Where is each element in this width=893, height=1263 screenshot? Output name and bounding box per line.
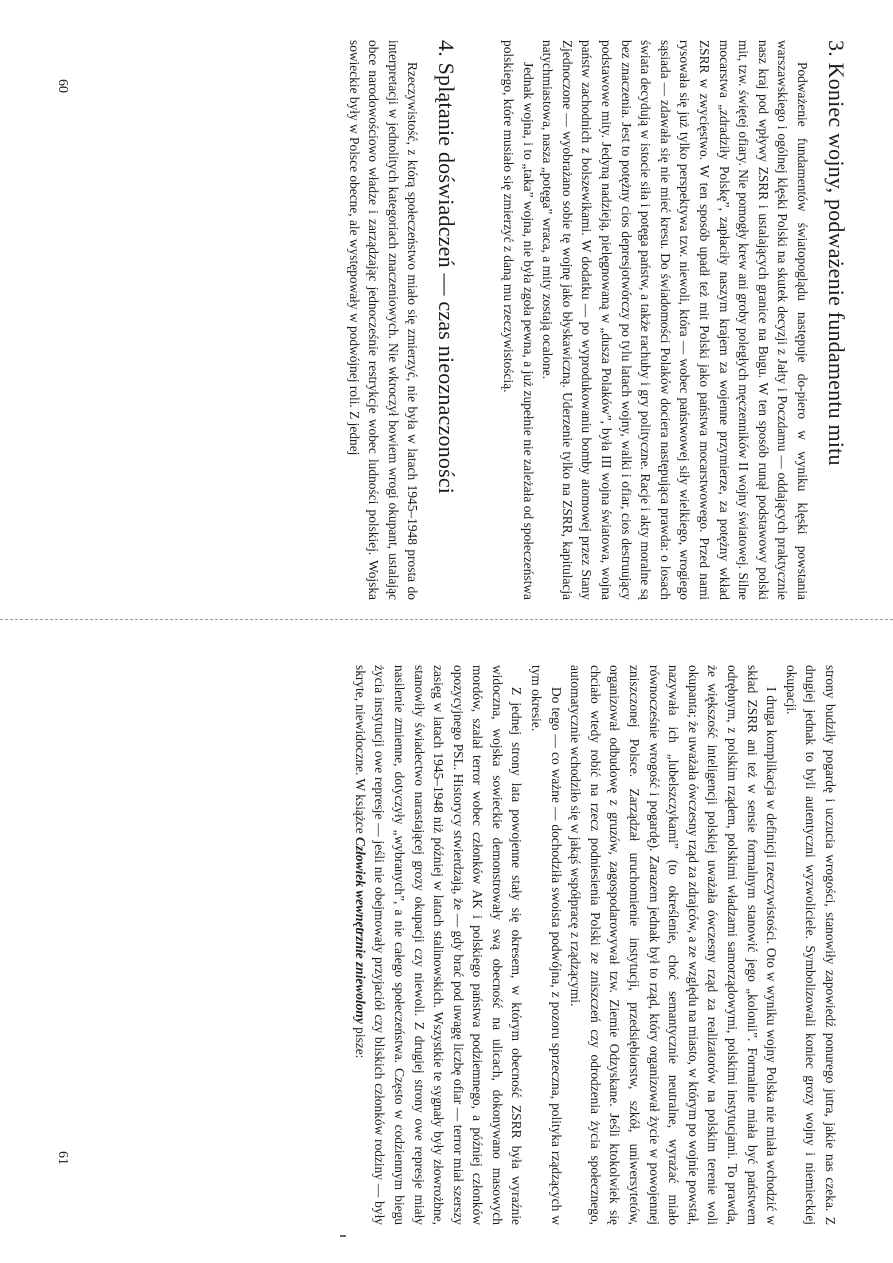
section-3-paragraph-1: Podważenie fundamentów światopoglądu następuje do-piero w wyniku klęski powstania warszawskiego i ogólnej klęski Polski na skutek decyzji z Jałty i Poczdamu — oddających praktycznie nasz kraj pod wpływy ZSRR i ustalających granice na Bugu. W ten sposób runął podstawowy polski mit, tzw. świętej ofiary. Nie pomogły krew ani groby poległych męczenników II wojny światowej. Silne mocarstwa „zdradziły Polskę”, zapłaciły naszym krajem za wojenne przymierze, za potężny wkład ZSRR w zwycięstwo. W ten sposób upadł też mit Polski jako państwa mocarstwowego. Przed nami rysowała się już tylko perspektywa tzw. niewoli, która — wobec państwowej siły wielkiego, wrogiego sąsiada — zdawała się nie mieć kresu. Do świadomości Polaków dociera następująca prawda: o losach świata decydują w istocie siła i potęga państw, a także rachuby i gry polityczne. Racje i akty moralne są bez znaczenia. Jest to potężny cios depresjotwórczy po tylu latach wojny, walki i ofiar, cios destruujący podstawowe mity. Jedyną nadzieją, pielęgnowaną w „dusza Polaków”, była III wojna światowa, wojna państw zachodnich z bolszewikami. W dodatku — po wyprodukowaniu bomby atomowej przez Stany Zjednoczone — wyobrażano sobie tę wojnę jako błyskawiczną. Uderzenie tylko na ZSRR, kapitulacja natychmiastowa, nasza „potęga” wraca, a mity zostają ocalone. [540,40,810,600]
page-number-61: 61 [55,1151,70,1165]
section-3-heading: 3. Koniec wojny, podważenie fundamentu mitu [824,40,849,466]
paragraph-end: pisze: [352,1023,368,1059]
page-number-60: 60 [55,79,70,93]
page-61-paragraph-2: I druga komplikacja w definicji rzeczywistości. Oto w wyniku wojny Polska nie miała wchodzić w skład ZSRR ani też w sensie formalnym stanowić jego „kolonii”. Formalnie miała być państwem odrębnym, z polskim rządem, polskimi władzami samorządowymi, polskimi instytucjami. To prawda, że większość inteligencji polskiej uważała ówczesny rząd za realizatorów na polskim terenie woli okupanta; że uważała ówczesny rząd za zdrajców, a ze względu na miasto, w którym po wojnie powstał, nazywała ich „lubelszczykami” (to określenie, choć semantycznie neutralne, wyrażać miało równocześnie wrogość i pogardę). Zarazem jednak był to rząd, który organizował życie w powojennej zniszczonej Polsce. Zarządzał uruchomienie instytucji, przedsiębiorstw, szkół, uniwersytetów, organizował odbudowę z gruzów, zagospodarowywał tzw. Ziemie Odzyskane. Jeśli ktokolwiek się chciało wtedy robić na rzecz podniesienia Polski ze zniszczeń czy odrodzenia życia społecznego, automatycznie wchodziło się w jakąś współpracę z rządzącymi. [568,665,780,1225]
section-4-heading: 4. Splątanie doświadczeń — czas nieoznaczoności [434,40,460,495]
section-3-paragraph-2: Jednak wojna, i to „taka” wojna, nie była zgoła pewna, a już zupełnie nie zależała od społeczeństwa polskiego, które musiało się zmierzyć z daną mu rzeczywistością. [501,40,536,600]
page-61 [20,665,840,1225]
section-gap [461,40,499,600]
page-61-paragraph-4 [350,665,526,1225]
scan-mark [340,1235,346,1237]
book-title: wiek wewnętrznie zniewolony [352,861,368,1024]
page-61-paragraph-4-text: Z jednej strony lata powojenne stały się okresem, w którym obecność ZSRR była wyraźnie widoczna, wojska sowieckie demonstrowały swą obecność na ulicach, dokonywano masowych mordów, szalał terror wobec członków AK i polskiego państwa podziemnego, a później członków opozycyjnego PSL. Historycy stwierdzają, że — gdy brać pod uwagę liczbę ofiar — terror miał szerszy zasięg w latach 1945–1948 niż później w latach stalinowskich. Wszystkie te sygnały były złowrożbne, stanowiły świadectwo narastającej grozy okupacji czy niewoli. Z drugiej strony owe represje miały nasilenie zmienne, dotyczyły „wybranych”, a nie całego społeczeństwa. Często w codziennym biegu życia instytucji owe represje — jeśli nie obejmowały przyjaciół czy bliskich członków rodziny — były skryte, niewidoczne. W książce [352,665,525,1225]
page-61-paragraph-1: strony budziły pogardę i uczucia wrogości, stanowiły zapowiedź ponurego jutra, jakie nas czeka. Z drugiej jednak to byli autentyczni wyzwoliciele. Symbolizowali koniec grozy wojny i niemieckiej okupacji. [783,665,838,1225]
page-60 [30,40,850,600]
page-61-paragraph-3: Do tego — co ważne — dochodziła swoista podwójna, z pozoru sprzeczna, polityka rządzących w tym okresie. [529,665,564,1225]
book-title-prefix: Czło [352,837,368,862]
page-fold-divider [0,619,893,620]
section-4-paragraph-1: Rzeczywistość, z którą społeczeństwo miało się zmierzyć, nie była w latach 1945–1948 prosta do interpretacji w jednolitych kategoriach znaczeniowych. Nie wkroczył bowiem wrogi okupant, ustalając obce narodowościowo władze i zarządzając jednocześnie restrykcje wobec ludności polskiej. Wojska sowieckie były w Polsce obecne, ale występowały w podwójnej roli. Z jednej [346,40,421,600]
